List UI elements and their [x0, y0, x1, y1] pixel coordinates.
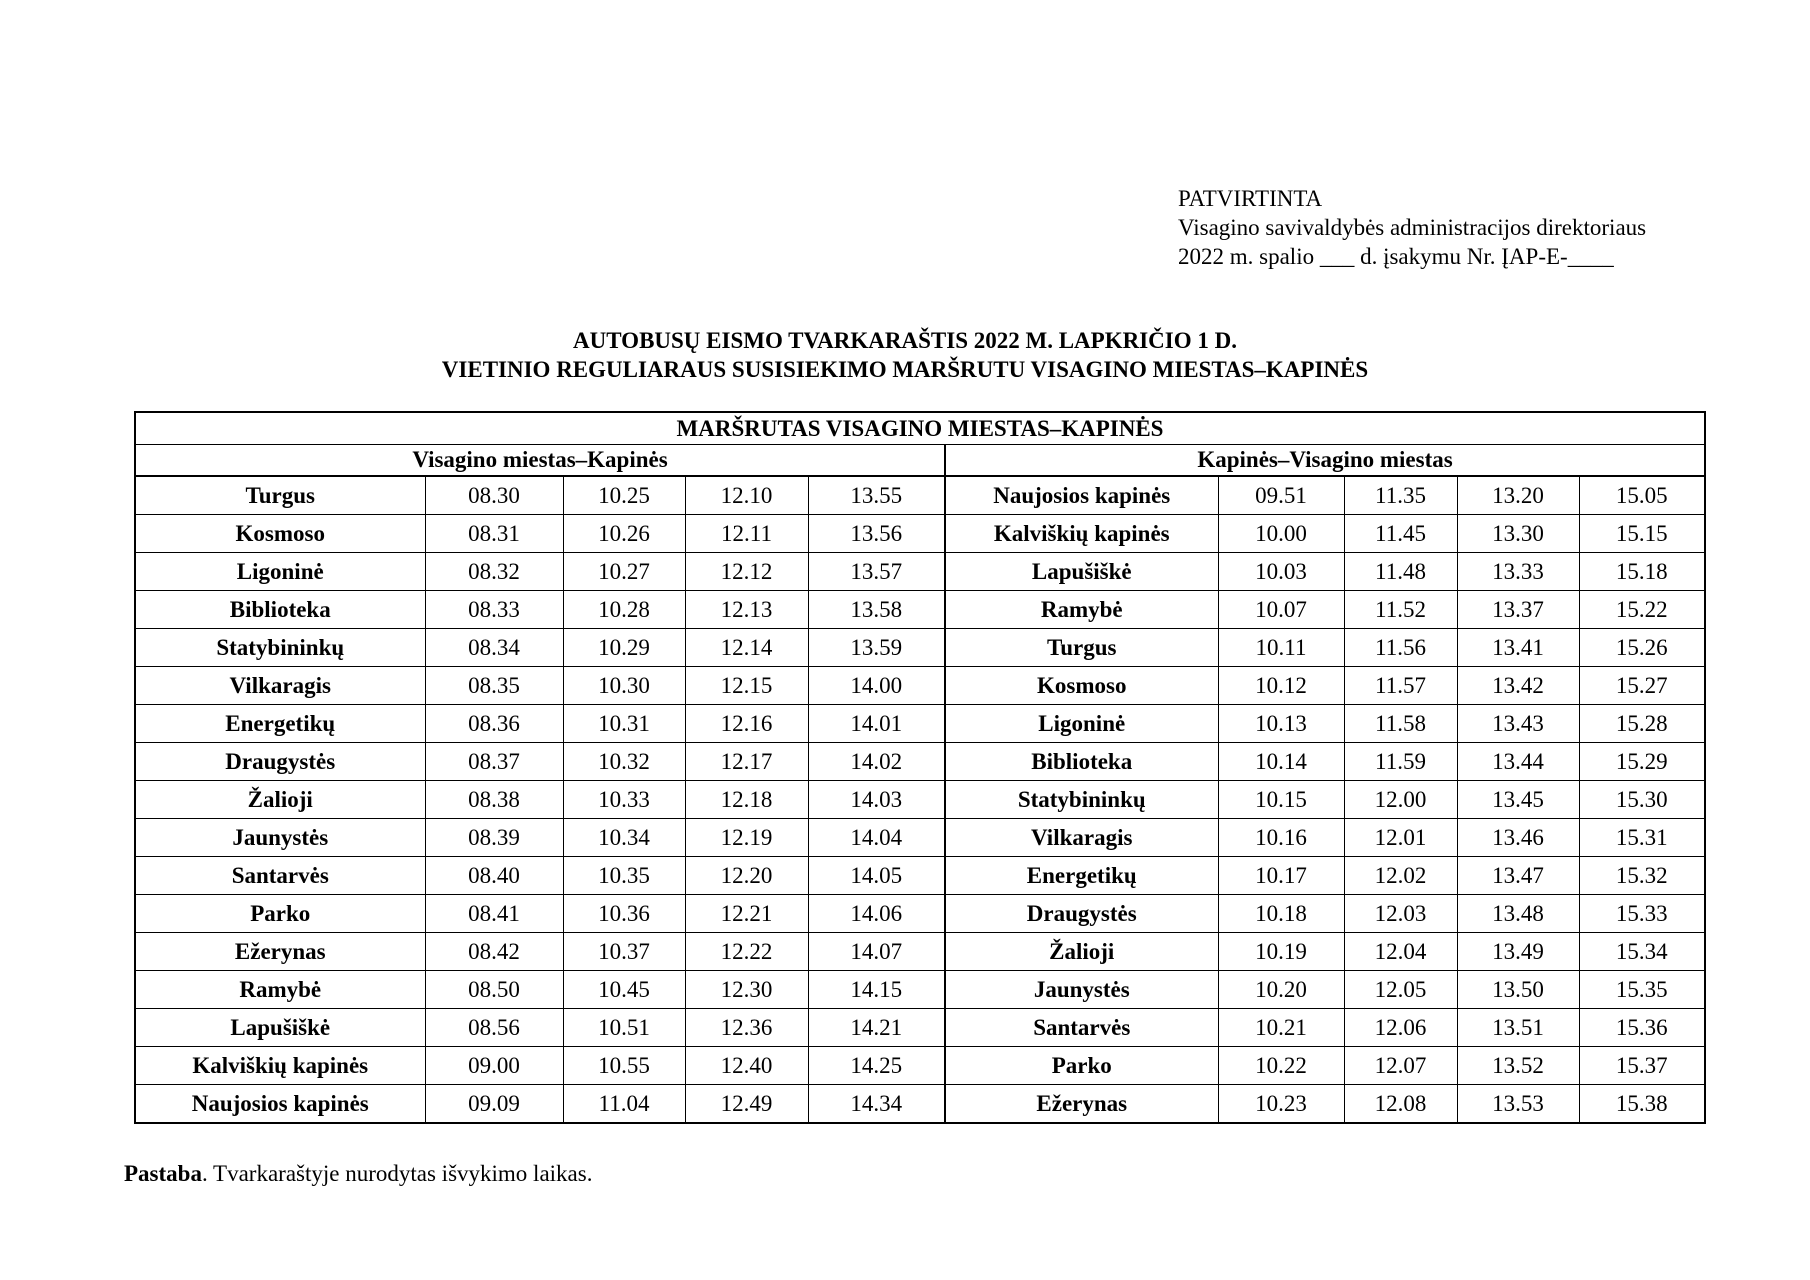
departure-time-return: 11.45 [1344, 515, 1457, 553]
departure-time-return: 13.44 [1457, 743, 1579, 781]
table-row [135, 933, 1705, 971]
departure-time-return: 13.42 [1457, 667, 1579, 705]
stop-name-outbound: Biblioteka [135, 591, 425, 629]
departure-time-return: 13.46 [1457, 819, 1579, 857]
departure-time-return: 15.32 [1579, 857, 1705, 895]
departure-time-return: 13.49 [1457, 933, 1579, 971]
departure-time-return: 10.20 [1218, 971, 1344, 1009]
departure-time-outbound: 08.35 [425, 667, 563, 705]
stop-name-outbound: Ramybė [135, 971, 425, 1009]
departure-time-return: 13.37 [1457, 591, 1579, 629]
departure-time-return: 12.04 [1344, 933, 1457, 971]
stop-name-outbound: Jaunystės [135, 819, 425, 857]
departure-time-outbound: 08.37 [425, 743, 563, 781]
stop-name-return: Kalviškių kapinės [945, 515, 1218, 553]
table-row [135, 1047, 1705, 1085]
departure-time-return: 15.34 [1579, 933, 1705, 971]
departure-time-return: 10.07 [1218, 591, 1344, 629]
departure-time-return: 13.30 [1457, 515, 1579, 553]
departure-time-return: 13.20 [1457, 476, 1579, 515]
departure-time-outbound: 13.57 [808, 553, 945, 591]
departure-time-outbound: 13.55 [808, 476, 945, 515]
departure-time-outbound: 12.40 [685, 1047, 808, 1085]
stop-name-return: Naujosios kapinės [945, 476, 1218, 515]
departure-time-outbound: 12.22 [685, 933, 808, 971]
stop-name-return: Draugystės [945, 895, 1218, 933]
departure-time-outbound: 14.15 [808, 971, 945, 1009]
departure-time-return: 15.38 [1579, 1085, 1705, 1124]
departure-time-outbound: 12.11 [685, 515, 808, 553]
table-row [135, 667, 1705, 705]
departure-time-outbound: 08.41 [425, 895, 563, 933]
stop-name-outbound: Vilkaragis [135, 667, 425, 705]
departure-time-outbound: 14.04 [808, 819, 945, 857]
stop-name-return: Kosmoso [945, 667, 1218, 705]
departure-time-outbound: 08.34 [425, 629, 563, 667]
departure-time-return: 10.16 [1218, 819, 1344, 857]
departure-time-return: 15.22 [1579, 591, 1705, 629]
departure-time-return: 12.03 [1344, 895, 1457, 933]
departure-time-outbound: 10.29 [563, 629, 685, 667]
table-row [135, 1085, 1705, 1124]
table-row [135, 591, 1705, 629]
departure-time-return: 13.50 [1457, 971, 1579, 1009]
departure-time-return: 15.26 [1579, 629, 1705, 667]
route-header: MARŠRUTAS VISAGINO MIESTAS–KAPINĖS [135, 412, 1705, 445]
stop-name-outbound: Parko [135, 895, 425, 933]
stop-name-return: Ligoninė [945, 705, 1218, 743]
departure-time-return: 15.37 [1579, 1047, 1705, 1085]
stop-name-outbound: Ligoninė [135, 553, 425, 591]
stop-name-outbound: Kalviškių kapinės [135, 1047, 425, 1085]
departure-time-outbound: 14.00 [808, 667, 945, 705]
departure-time-outbound: 10.55 [563, 1047, 685, 1085]
departure-time-return: 15.36 [1579, 1009, 1705, 1047]
departure-time-return: 13.33 [1457, 553, 1579, 591]
table-row [135, 705, 1705, 743]
stop-name-outbound: Lapušiškė [135, 1009, 425, 1047]
departure-time-return: 10.12 [1218, 667, 1344, 705]
departure-time-return: 15.28 [1579, 705, 1705, 743]
departure-time-return: 13.52 [1457, 1047, 1579, 1085]
departure-time-return: 13.41 [1457, 629, 1579, 667]
table-row [135, 819, 1705, 857]
departure-time-outbound: 12.16 [685, 705, 808, 743]
departure-time-outbound: 10.32 [563, 743, 685, 781]
approval-order: 2022 m. spalio ___ d. įsakymu Nr. ĮAP-E-____ [1178, 244, 1614, 269]
departure-time-return: 10.00 [1218, 515, 1344, 553]
stop-name-return: Jaunystės [945, 971, 1218, 1009]
departure-time-return: 11.59 [1344, 743, 1457, 781]
departure-time-outbound: 12.19 [685, 819, 808, 857]
departure-time-outbound: 14.06 [808, 895, 945, 933]
departure-time-return: 10.14 [1218, 743, 1344, 781]
stop-name-outbound: Draugystės [135, 743, 425, 781]
stop-name-outbound: Kosmoso [135, 515, 425, 553]
departure-time-outbound: 12.18 [685, 781, 808, 819]
departure-time-return: 15.30 [1579, 781, 1705, 819]
departure-time-outbound: 10.37 [563, 933, 685, 971]
departure-time-outbound: 12.13 [685, 591, 808, 629]
departure-time-return: 13.48 [1457, 895, 1579, 933]
stop-name-outbound: Žalioji [135, 781, 425, 819]
footnote [124, 1161, 592, 1187]
departure-time-outbound: 12.36 [685, 1009, 808, 1047]
departure-time-outbound: 10.36 [563, 895, 685, 933]
stop-name-return: Parko [945, 1047, 1218, 1085]
departure-time-return: 10.15 [1218, 781, 1344, 819]
departure-time-return: 12.08 [1344, 1085, 1457, 1124]
stop-name-return: Lapušiškė [945, 553, 1218, 591]
departure-time-outbound: 12.20 [685, 857, 808, 895]
departure-time-outbound: 08.38 [425, 781, 563, 819]
departure-time-outbound: 08.56 [425, 1009, 563, 1047]
stop-name-return: Ramybė [945, 591, 1218, 629]
schedule-table [134, 411, 1706, 1124]
departure-time-return: 12.06 [1344, 1009, 1457, 1047]
departure-time-outbound: 12.15 [685, 667, 808, 705]
departure-time-return: 15.29 [1579, 743, 1705, 781]
table-row [135, 515, 1705, 553]
departure-time-outbound: 11.04 [563, 1085, 685, 1124]
departure-time-return: 10.19 [1218, 933, 1344, 971]
departure-time-return: 13.51 [1457, 1009, 1579, 1047]
departure-time-return: 12.00 [1344, 781, 1457, 819]
route-header-row [135, 412, 1705, 445]
departure-time-return: 12.07 [1344, 1047, 1457, 1085]
departure-time-return: 11.58 [1344, 705, 1457, 743]
stop-name-outbound: Turgus [135, 476, 425, 515]
departure-time-outbound: 10.27 [563, 553, 685, 591]
departure-time-outbound: 12.12 [685, 553, 808, 591]
departure-time-outbound: 10.30 [563, 667, 685, 705]
departure-time-return: 11.35 [1344, 476, 1457, 515]
departure-time-return: 10.18 [1218, 895, 1344, 933]
table-row [135, 895, 1705, 933]
departure-time-outbound: 10.28 [563, 591, 685, 629]
title-line-1: AUTOBUSŲ EISMO TVARKARAŠTIS 2022 M. LAPKRIČIO 1 D. [573, 328, 1237, 353]
departure-time-return: 13.45 [1457, 781, 1579, 819]
departure-time-return: 11.48 [1344, 553, 1457, 591]
departure-time-outbound: 14.02 [808, 743, 945, 781]
direction-header-row [135, 445, 1705, 477]
departure-time-outbound: 12.17 [685, 743, 808, 781]
stop-name-return: Energetikų [945, 857, 1218, 895]
departure-time-return: 15.27 [1579, 667, 1705, 705]
departure-time-return: 15.18 [1579, 553, 1705, 591]
table-row [135, 743, 1705, 781]
departure-time-return: 10.23 [1218, 1085, 1344, 1124]
departure-time-outbound: 10.26 [563, 515, 685, 553]
footnote-label: Pastaba [124, 1161, 202, 1186]
table-row [135, 781, 1705, 819]
departure-time-outbound: 12.49 [685, 1085, 808, 1124]
stop-name-return: Statybininkų [945, 781, 1218, 819]
table-row [135, 1009, 1705, 1047]
stop-name-outbound: Energetikų [135, 705, 425, 743]
departure-time-outbound: 08.39 [425, 819, 563, 857]
stop-name-return: Santarvės [945, 1009, 1218, 1047]
direction-header-right: Kapinės–Visagino miestas [945, 445, 1705, 477]
stop-name-return: Vilkaragis [945, 819, 1218, 857]
departure-time-outbound: 09.00 [425, 1047, 563, 1085]
departure-time-return: 12.02 [1344, 857, 1457, 895]
departure-time-outbound: 12.30 [685, 971, 808, 1009]
departure-time-outbound: 10.31 [563, 705, 685, 743]
departure-time-outbound: 08.30 [425, 476, 563, 515]
departure-time-return: 10.13 [1218, 705, 1344, 743]
departure-time-return: 10.11 [1218, 629, 1344, 667]
departure-time-outbound: 12.10 [685, 476, 808, 515]
departure-time-outbound: 10.34 [563, 819, 685, 857]
departure-time-return: 13.43 [1457, 705, 1579, 743]
departure-time-return: 10.21 [1218, 1009, 1344, 1047]
departure-time-return: 11.57 [1344, 667, 1457, 705]
table-row [135, 857, 1705, 895]
stop-name-return: Biblioteka [945, 743, 1218, 781]
stop-name-return: Ežerynas [945, 1085, 1218, 1124]
table-row [135, 971, 1705, 1009]
departure-time-outbound: 10.45 [563, 971, 685, 1009]
document-title [0, 326, 1810, 384]
departure-time-outbound: 10.25 [563, 476, 685, 515]
departure-time-outbound: 14.21 [808, 1009, 945, 1047]
departure-time-outbound: 08.32 [425, 553, 563, 591]
departure-time-outbound: 14.01 [808, 705, 945, 743]
departure-time-return: 15.05 [1579, 476, 1705, 515]
departure-time-return: 15.31 [1579, 819, 1705, 857]
approval-block [1178, 184, 1646, 271]
departure-time-return: 15.15 [1579, 515, 1705, 553]
departure-time-return: 13.47 [1457, 857, 1579, 895]
departure-time-outbound: 08.33 [425, 591, 563, 629]
departure-time-return: 10.03 [1218, 553, 1344, 591]
departure-time-outbound: 14.25 [808, 1047, 945, 1085]
departure-time-outbound: 08.40 [425, 857, 563, 895]
departure-time-outbound: 08.42 [425, 933, 563, 971]
title-line-2: VIETINIO REGULIARAUS SUSISIEKIMO MARŠRUTU VISAGINO MIESTAS–KAPINĖS [441, 357, 1369, 382]
stop-name-return: Žalioji [945, 933, 1218, 971]
stop-name-outbound: Ežerynas [135, 933, 425, 971]
departure-time-return: 12.01 [1344, 819, 1457, 857]
departure-time-outbound: 08.31 [425, 515, 563, 553]
stop-name-outbound: Statybininkų [135, 629, 425, 667]
footnote-text: . Tvarkaraštyje nurodytas išvykimo laikas. [201, 1161, 593, 1186]
departure-time-outbound: 14.03 [808, 781, 945, 819]
departure-time-return: 13.53 [1457, 1085, 1579, 1124]
departure-time-outbound: 14.34 [808, 1085, 945, 1124]
departure-time-return: 11.52 [1344, 591, 1457, 629]
approval-authority: Visagino savivaldybės administracijos direktoriaus [1178, 215, 1647, 240]
departure-time-outbound: 13.58 [808, 591, 945, 629]
stop-name-outbound: Naujosios kapinės [135, 1085, 425, 1124]
departure-time-outbound: 14.05 [808, 857, 945, 895]
departure-time-return: 12.05 [1344, 971, 1457, 1009]
approval-heading: PATVIRTINTA [1178, 186, 1323, 211]
departure-time-return: 09.51 [1218, 476, 1344, 515]
direction-header-left: Visagino miestas–Kapinės [135, 445, 945, 477]
departure-time-outbound: 08.36 [425, 705, 563, 743]
departure-time-outbound: 13.59 [808, 629, 945, 667]
departure-time-outbound: 10.35 [563, 857, 685, 895]
table-row [135, 476, 1705, 515]
departure-time-return: 15.35 [1579, 971, 1705, 1009]
departure-time-return: 11.56 [1344, 629, 1457, 667]
departure-time-return: 15.33 [1579, 895, 1705, 933]
stop-name-return: Turgus [945, 629, 1218, 667]
departure-time-outbound: 12.21 [685, 895, 808, 933]
table-row [135, 553, 1705, 591]
departure-time-outbound: 13.56 [808, 515, 945, 553]
departure-time-outbound: 14.07 [808, 933, 945, 971]
departure-time-outbound: 12.14 [685, 629, 808, 667]
table-row [135, 629, 1705, 667]
departure-time-outbound: 10.51 [563, 1009, 685, 1047]
departure-time-outbound: 10.33 [563, 781, 685, 819]
departure-time-return: 10.22 [1218, 1047, 1344, 1085]
stop-name-outbound: Santarvės [135, 857, 425, 895]
departure-time-return: 10.17 [1218, 857, 1344, 895]
departure-time-outbound: 09.09 [425, 1085, 563, 1124]
departure-time-outbound: 08.50 [425, 971, 563, 1009]
